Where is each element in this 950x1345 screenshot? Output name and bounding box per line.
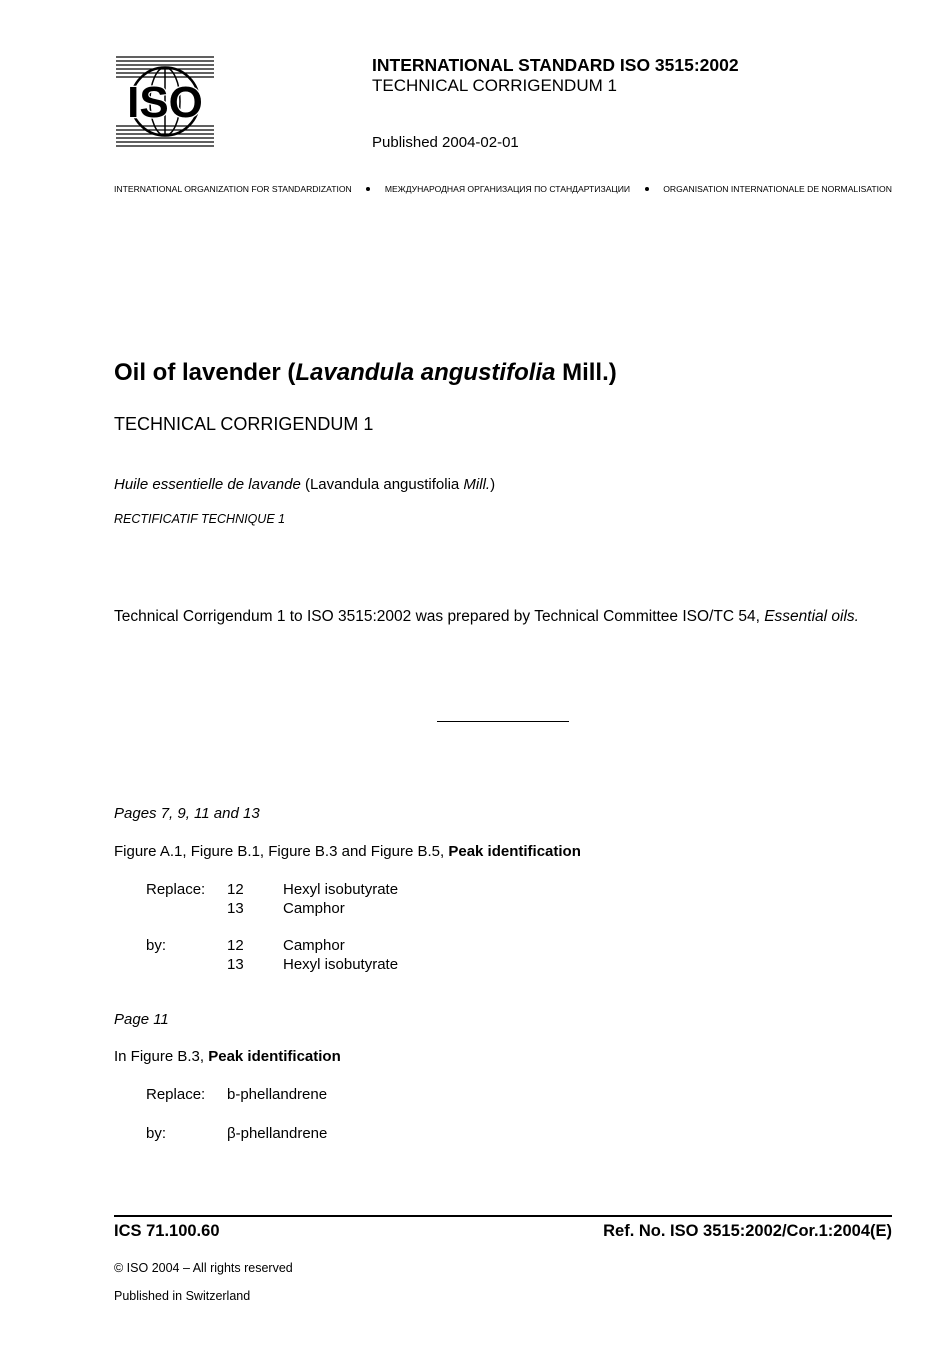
section2-heading-bold: Peak identification bbox=[208, 1048, 341, 1065]
reference-number: Ref. No. ISO 3515:2002/Cor.1:2004(E) bbox=[603, 1222, 892, 1240]
standard-title: INTERNATIONAL STANDARD ISO 3515:2002 bbox=[372, 55, 739, 75]
section1-by-num-2: 13 bbox=[227, 956, 244, 973]
title-suffix: Mill.) bbox=[555, 359, 617, 386]
section2-heading-text: In Figure B.3, bbox=[114, 1048, 209, 1065]
fr-name: Huile essentielle de lavande bbox=[114, 476, 301, 493]
section2-replace-label: Replace: bbox=[146, 1086, 206, 1103]
french-title bbox=[114, 476, 495, 493]
org-name-en: INTERNATIONAL ORGANIZATION FOR STANDARDIZATION bbox=[114, 184, 352, 194]
section1-by-name-2: Hexyl isobutyrate bbox=[283, 956, 399, 973]
fr-species: (Lavandula angustifolia bbox=[300, 476, 464, 493]
organization-names bbox=[114, 184, 892, 194]
org-name-ru: МЕЖДУНАРОДНАЯ ОРГАНИЗАЦИЯ ПО СТАНДАРТИЗАЦИИ bbox=[384, 184, 631, 194]
section1-by-label: by: bbox=[146, 937, 167, 954]
section2-by-value: β-phellandrene bbox=[227, 1125, 328, 1142]
preparation-text: Technical Corrigendum 1 to ISO 3515:2002 was prepared by Technical Committee ISO/TC 54, bbox=[114, 608, 765, 625]
title-species: Lavandula angustifolia bbox=[295, 359, 556, 386]
section2-by-label: by: bbox=[146, 1125, 167, 1142]
section1-heading bbox=[114, 843, 581, 860]
preparation-statement bbox=[114, 608, 859, 626]
separator-line bbox=[437, 721, 569, 722]
copyright-notice: © ISO 2004 – All rights reserved bbox=[114, 1261, 293, 1275]
section2-replace-value: b-phellandrene bbox=[227, 1086, 328, 1103]
section1-heading-text: Figure A.1, Figure B.1, Figure B.3 and Figure B.5, bbox=[114, 843, 449, 860]
fr-close: ) bbox=[490, 476, 496, 493]
published-date: Published 2004-02-01 bbox=[372, 134, 519, 151]
section2-heading bbox=[114, 1048, 341, 1065]
corrigendum-heading: TECHNICAL CORRIGENDUM 1 bbox=[114, 414, 374, 434]
section1-by-num-1: 12 bbox=[227, 937, 244, 954]
iso-logo bbox=[116, 55, 214, 148]
section1-replace-name-2: Camphor bbox=[283, 900, 345, 917]
committee-name: Essential oils. bbox=[764, 608, 859, 625]
iso-logo-text: ISO bbox=[127, 78, 203, 127]
corrigendum-label: TECHNICAL CORRIGENDUM 1 bbox=[372, 76, 617, 95]
section2-pages: Page 11 bbox=[114, 1011, 169, 1028]
bullet-separator bbox=[645, 187, 649, 191]
title-prefix: Oil of lavender ( bbox=[114, 359, 296, 386]
bullet-separator bbox=[366, 187, 370, 191]
fr-mill: Mill. bbox=[463, 476, 491, 493]
document-title bbox=[114, 359, 617, 387]
section1-replace-label: Replace: bbox=[146, 881, 206, 898]
ics-code: ICS 71.100.60 bbox=[114, 1222, 220, 1240]
section1-heading-bold: Peak identification bbox=[448, 843, 581, 860]
org-name-fr: ORGANISATION INTERNATIONALE DE NORMALISATION bbox=[663, 184, 892, 194]
section1-replace-name-1: Hexyl isobutyrate bbox=[283, 881, 399, 898]
published-in: Published in Switzerland bbox=[114, 1289, 251, 1303]
section1-pages: Pages 7, 9, 11 and 13 bbox=[114, 805, 260, 822]
footer-rule bbox=[114, 1215, 892, 1217]
section1-by-name-1: Camphor bbox=[283, 937, 345, 954]
french-corrigendum: RECTIFICATIF TECHNIQUE 1 bbox=[114, 512, 286, 526]
section1-replace-num-2: 13 bbox=[227, 900, 244, 917]
section1-replace-num-1: 12 bbox=[227, 881, 244, 898]
